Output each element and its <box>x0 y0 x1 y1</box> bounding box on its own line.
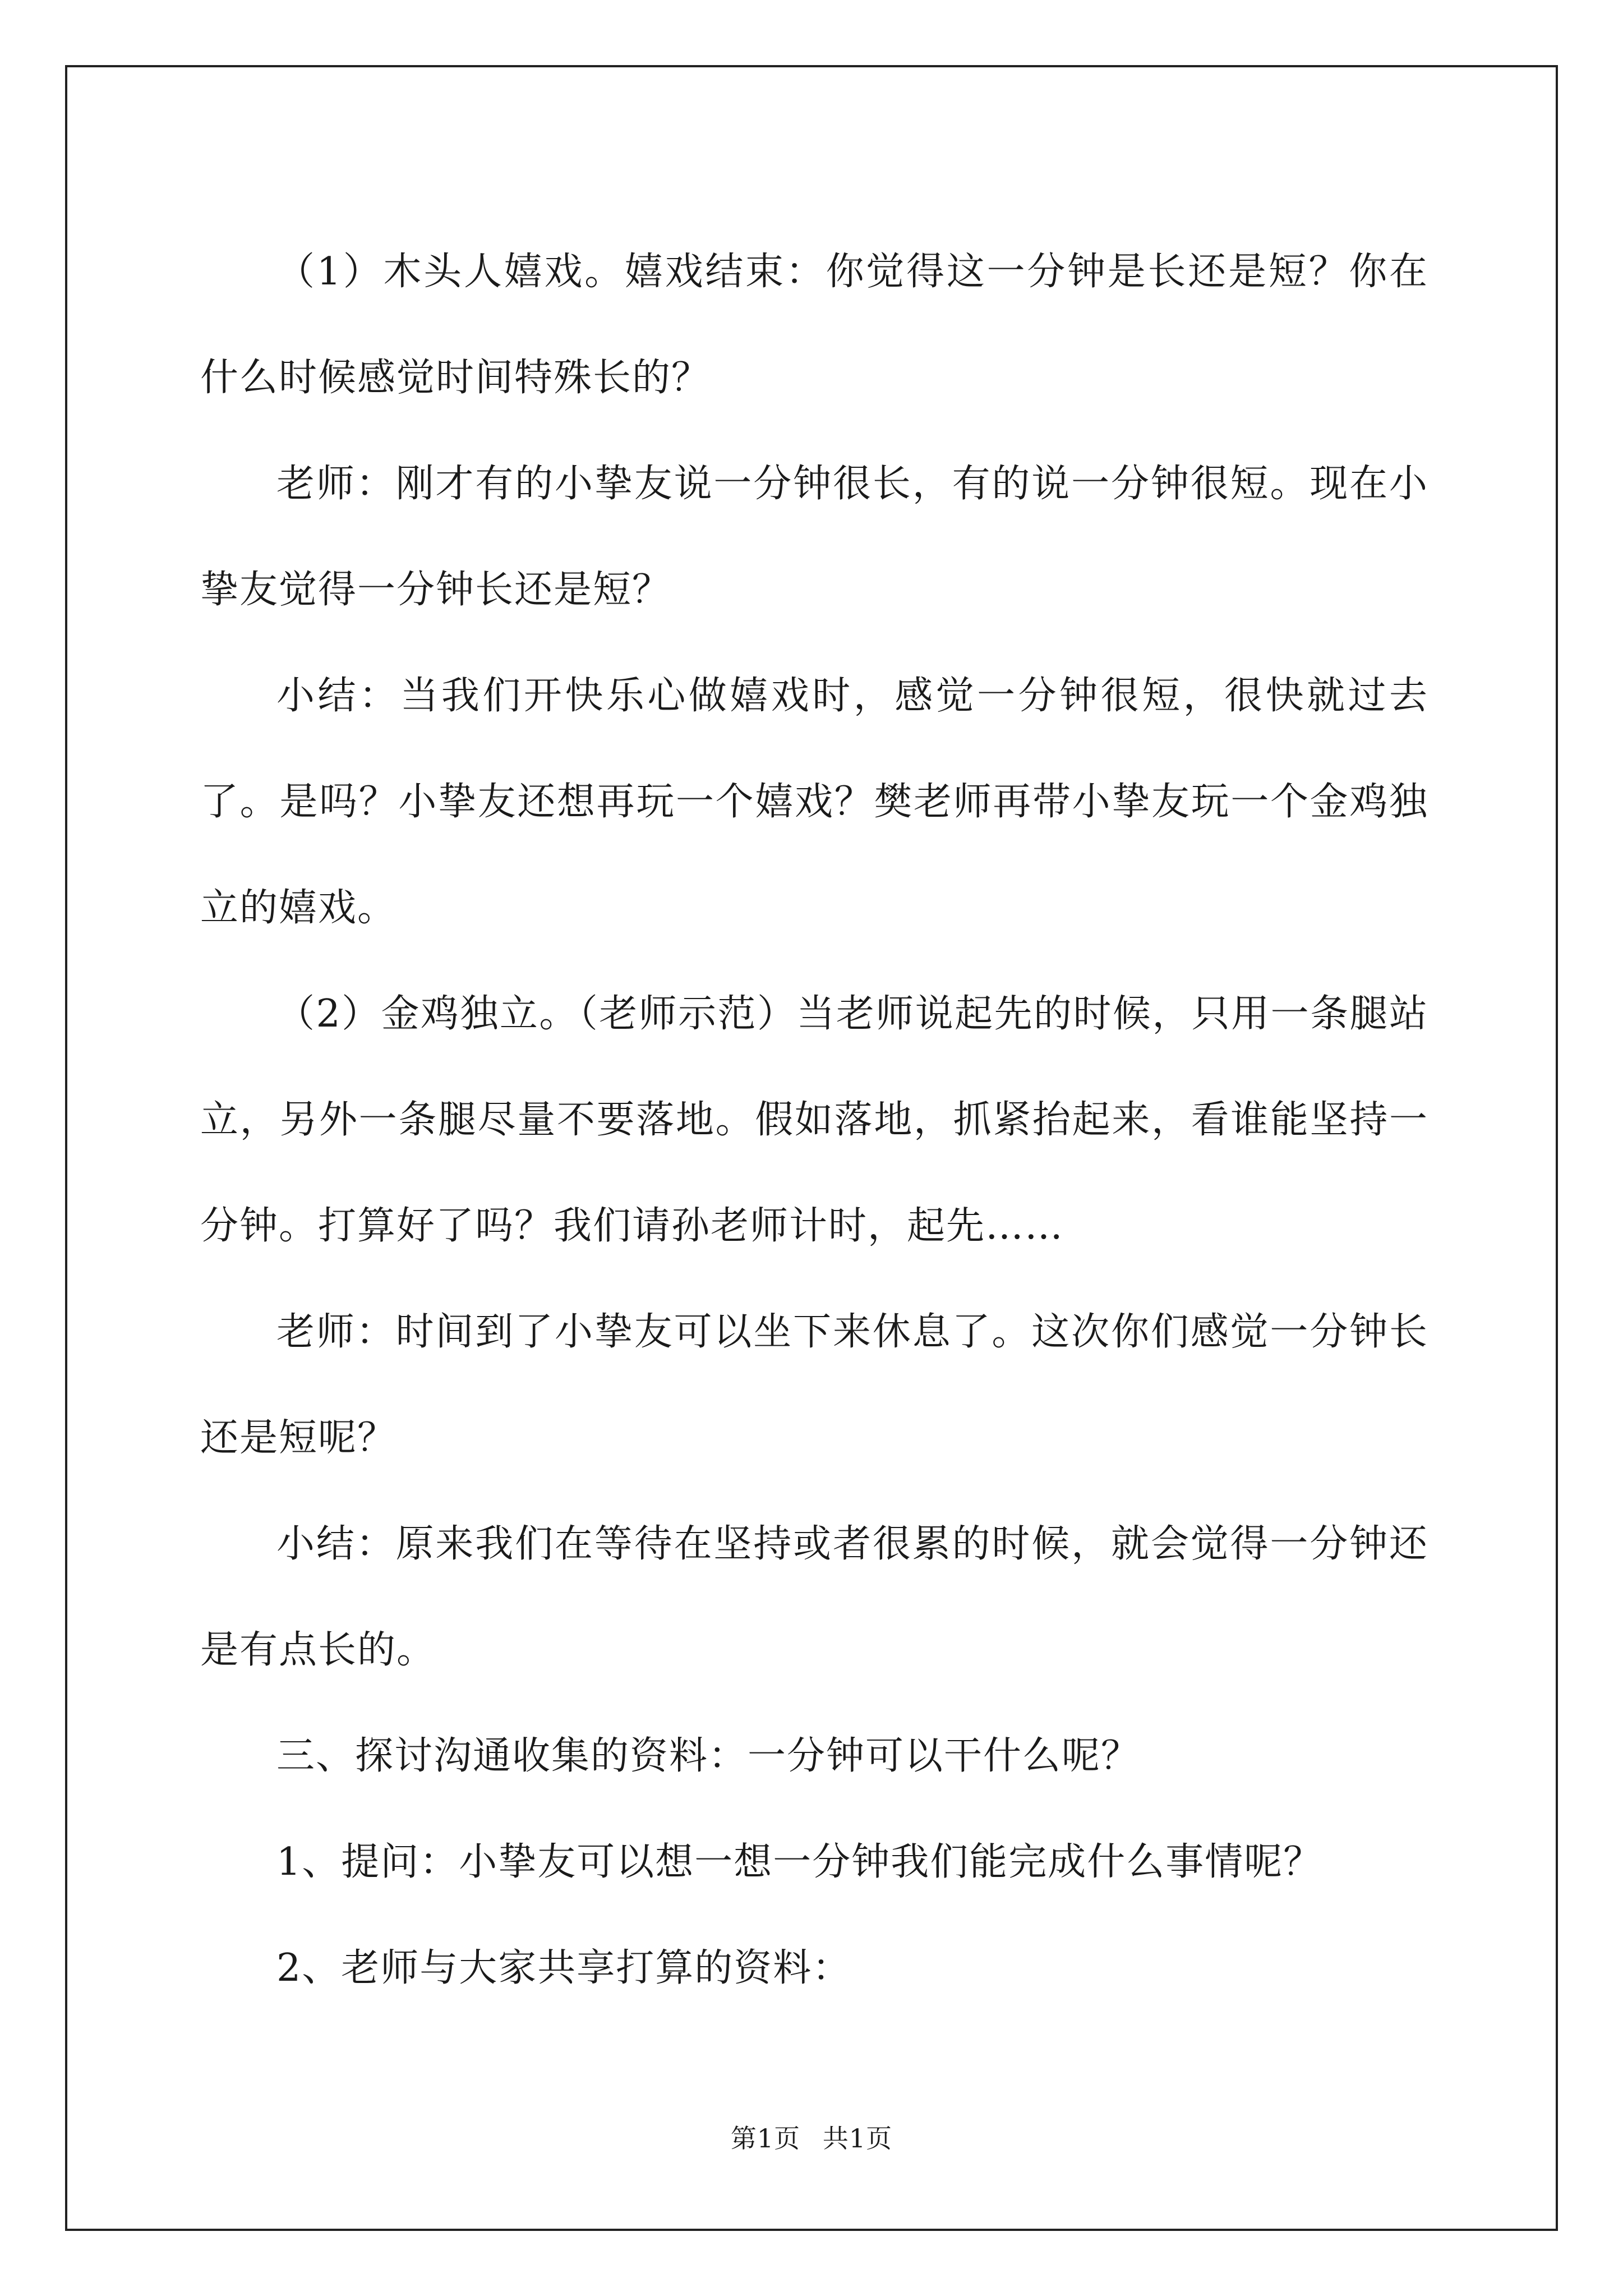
paragraph-7: 三、探讨沟通收集的资料：一分钟可以干什么呢？ <box>276 1734 1141 1778</box>
paragraph-9: 2、老师与大家共享打算的资料： <box>276 1946 852 1990</box>
document-body <box>200 219 1428 2021</box>
paragraph-4: （2）金鸡独立。（老师示范）当老师说起先的时候，只用一条腿站立，另外一条腿尽量不要落地。假如落地，抓紧抬起来，看谁能坚持一分钟。打算好了吗？我们请孙老师计时，起先…… <box>200 992 1428 1248</box>
page-number: 第1页 <box>730 2123 801 2154</box>
paragraph-6: 小结：原来我们在等待在坚持或者很累的时候，就会觉得一分钟还是有点长的。 <box>200 1522 1428 1672</box>
paragraph-2: 老师：刚才有的小挚友说一分钟很长，有的说一分钟很短。现在小挚友觉得一分钟长还是短？ <box>200 462 1428 612</box>
paragraph-5: 老师：时间到了小挚友可以坐下来休息了。这次你们感觉一分钟长还是短呢？ <box>200 1310 1428 1460</box>
paragraph-3: 小结：当我们开快乐心做嬉戏时，感觉一分钟很短，很快就过去了。是吗？小挚友还想再玩一个嬉戏？樊老师再带小挚友玩一个金鸡独立的嬉戏。 <box>200 674 1428 930</box>
paragraph-8: 1、提问：小挚友可以想一想一分钟我们能完成什么事情呢？ <box>276 1840 1323 1884</box>
paragraph-1: （1）木头人嬉戏。嬉戏结束：你觉得这一分钟是长还是短？你在什么时候感觉时间特殊长的？ <box>200 250 1428 400</box>
page-footer <box>0 2122 1623 2155</box>
page-total: 共1页 <box>822 2123 893 2154</box>
